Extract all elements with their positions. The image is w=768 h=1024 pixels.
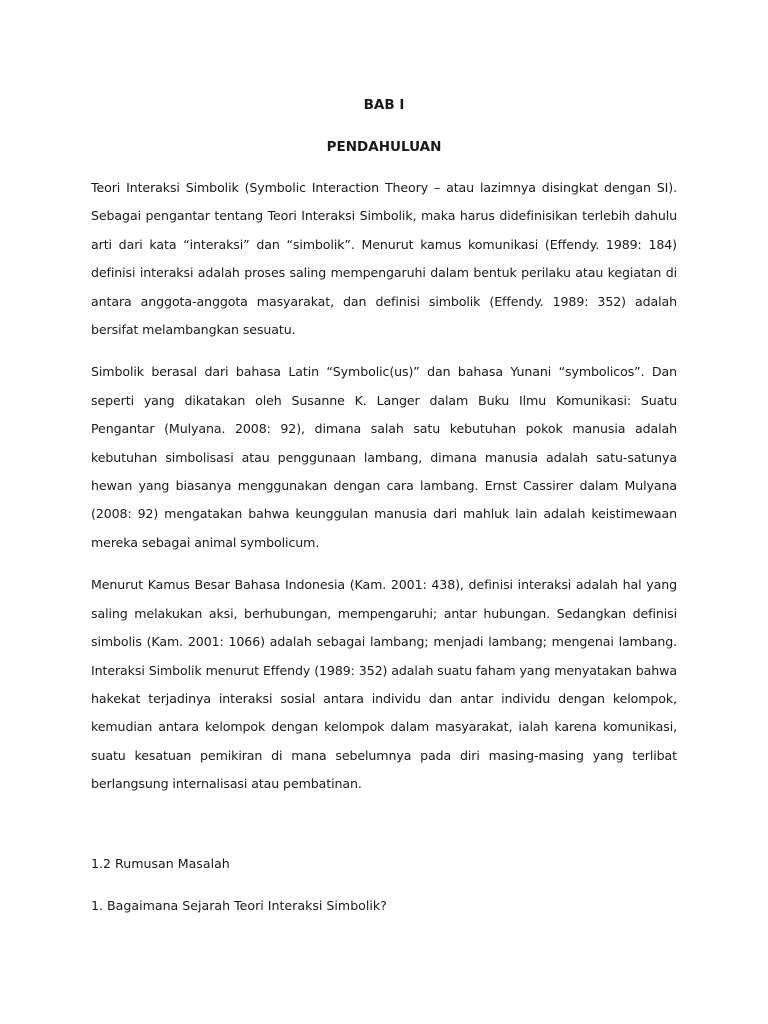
paragraph: Simbolik berasal dari bahasa Latin “Symbolic(us)” dan bahasa Yunani “symbolicos”. Dan seperti yang dikatakan oleh Susanne K. Langer dalam Buku Ilmu Komunikasi: Suatu Pengantar (Mulyana. 2008: 92), dimana salah satu kebutuhan pokok manusia adalah kebutuhan simbolisasi atau penggunaan lambang, dimana manusia adalah satu-satunya hewan yang biasanya menggunakan dengan cara lambang. Ernst Cassirer dalam Mulyana (2008: 92) mengatakan bahwa keunggulan manusia dari mahluk lain adalah keistimewaan mereka sebagai animal symbolicum.	[91, 364, 677, 550]
chapter-title: PENDAHULUAN	[326, 139, 442, 155]
chapter-number: BAB I	[363, 97, 405, 113]
paragraph: Teori Interaksi Simbolik (Symbolic Interaction Theory – atau lazimnya disingkat dengan SI). Sebagai pengantar tentang Teori Interaksi Simbolik, maka harus didefinisikan terlebih dahulu arti dari kata “interaksi” dan “simbolik”. Menurut kamus komunikasi (Effendy. 1989: 184) definisi interaksi adalah proses saling mempengaruhi dalam bentuk perilaku atau kegiatan di antara anggota-anggota masyarakat, dan definisi simbolik (Effendy. 1989: 352) adalah bersifat melambangkan sesuatu.	[91, 180, 677, 338]
question-item: 1. Bagaimana Sejarah Teori Interaksi Simbolik?	[91, 897, 387, 913]
paragraph: Menurut Kamus Besar Bahasa Indonesia (Kam. 2001: 438), definisi interaksi adalah hal yang saling melakukan aksi, berhubungan, mempengaruhi; antar hubungan. Sedangkan definisi simbolis (Kam. 2001: 1066) adalah sebagai lambang; menjadi lambang; mengenai lambang. Interaksi Simbolik menurut Effendy (1989: 352) adalah suatu faham yang menyatakan bahwa hakekat terjadinya interaksi sosial antara individu dan antar individu dengan kelompok, kemudian antara kelompok dengan kelompok dalam masyarakat, ialah karena komunikasi, suatu kesatuan pemikiran di mana sebelumnya pada diri masing-masing yang terlibat berlangsung internalisasi atau pembatinan.	[91, 577, 677, 792]
section-heading: 1.2 Rumusan Masalah	[91, 855, 230, 871]
